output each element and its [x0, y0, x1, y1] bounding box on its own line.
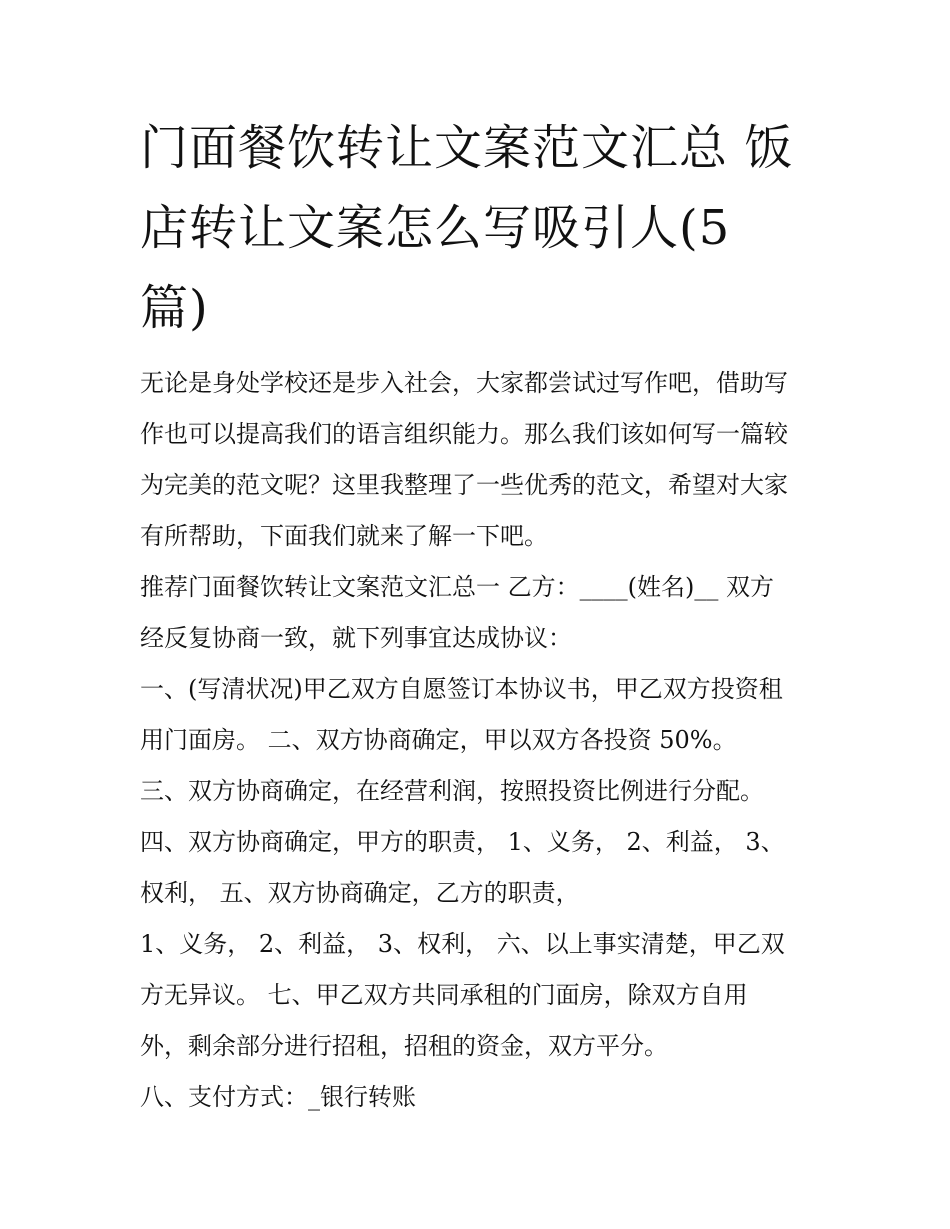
- document-body: [140, 358, 820, 1123]
- body-line: 外，剩余部分进行招租，招租的资金，双方平分。: [140, 1032, 668, 1060]
- title-line-3: 篇): [140, 280, 209, 336]
- body-line: 1、义务， 2、利益， 3、权利， 六、以上事实清楚，甲乙双: [140, 930, 785, 958]
- body-line: 一、(写清状况)甲乙双方自愿签订本协议书，甲乙双方投资租: [140, 675, 783, 703]
- body-line: 为完美的范文呢？这里我整理了一些优秀的范文，希望对大家: [140, 471, 788, 499]
- document-page: [140, 108, 820, 1123]
- body-line: 四、双方协商确定，甲方的职责， 1、义务， 2、利益， 3、: [140, 828, 785, 856]
- title-line-1: 门面餐饮转让文案范文汇总 饭: [140, 120, 794, 176]
- body-line: 经反复协商一致，就下列事宜达成协议：: [140, 624, 572, 652]
- body-line: 三、双方协商确定，在经营利润，按照投资比例进行分配。: [140, 777, 764, 805]
- body-line: 作也可以提高我们的语言组织能力。那么我们该如何写一篇较: [140, 420, 788, 448]
- document-title: [140, 108, 820, 348]
- body-line: 无论是身处学校还是步入社会，大家都尝试过写作吧，借助写: [140, 369, 788, 397]
- body-line: 有所帮助，下面我们就来了解一下吧。: [140, 522, 548, 550]
- body-line: 权利， 五、双方协商确定，乙方的职责，: [140, 879, 580, 907]
- body-line: 推荐门面餐饮转让文案范文汇总一 乙方：____(姓名)__ 双方: [140, 573, 774, 601]
- body-line: 用门面房。 二、双方协商确定，甲以双方各投资 50%。: [140, 726, 737, 754]
- body-line: 八、支付方式：_银行转账: [140, 1083, 416, 1111]
- title-line-2: 店转让文案怎么写吸引人(5: [140, 200, 731, 256]
- body-line: 方无异议。 七、甲乙双方共同承租的门面房，除双方自用: [140, 981, 748, 1009]
